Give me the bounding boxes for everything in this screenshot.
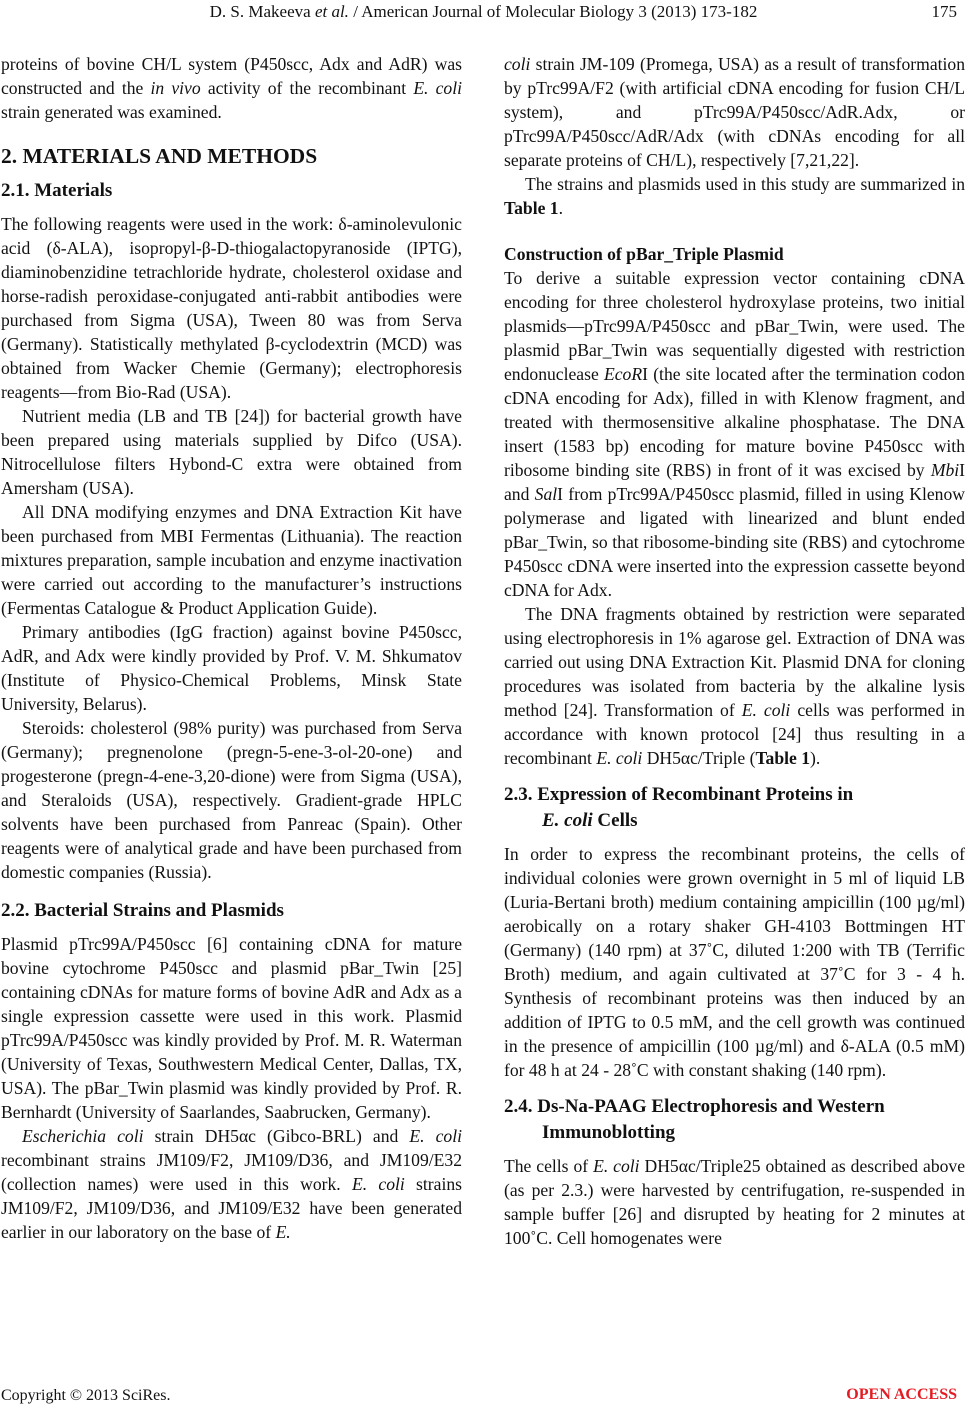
runin-heading-construction: Construction of pBar_Triple Plasmid (504, 244, 784, 264)
subsection-heading-strains: 2.2. Bacterial Strains and Plasmids (1, 900, 284, 921)
table-reference[interactable]: Table 1 (755, 748, 811, 768)
materials-paragraph-5: Steroids: cholesterol (98% purity) was purchased from Serva (Germany); pregnenolone (pregn-5-ene-3-ol-20-one) and progesterone (pregn-4-ene-3,20-dione) were from Sigma (USA), and Steraloids (USA), respectively. Gradient-grade HPLC solvents have been purchased from Panreac (Spain). Other reagents were of analytical grade and have been purchased from domestic companies (Russia). (1, 718, 462, 882)
intro-paragraph: proteins of bovine CH/L system (P450scc, Adx and AdR) was constructed and the in vivo activity of the recombinant E. coli strain generated was examined. (1, 54, 462, 122)
left-column (1, 52, 462, 1244)
materials-paragraph-4: Primary antibodies (IgG fraction) against bovine P450scc, AdR, and Adx were kindly provided by Prof. V. M. Shkumatov (Institute of Physico-Chemical Problems, Minsk State University, Belarus). (1, 622, 462, 714)
running-head (0, 2, 967, 22)
copyright-notice: Copyright © 2013 SciRes. (1, 1387, 171, 1404)
running-head-etal: et al. (314, 2, 349, 21)
materials-paragraph-3: All DNA modifying enzymes and DNA Extraction Kit have been purchased from MBI Fermentas (Lithuania). The reaction mixtures preparation, sample incubation and enzyme inactivation were carried out according to the manufacturer’s instructions (Fermentas Catalogue & Product Application Guide). (1, 502, 462, 618)
continued-paragraph: coli strain JM-109 (Promega, USA) as a result of transformation by pTrc99A/F2 (with artificial cDNA encoding for fusion CH/L system), and pTrc99A/P450scc/AdR.Adx, or pTrc99A/P450scc/AdR/Adx (with cDNAs encoding for all separate proteins of CH/L), respectively [7,21,22]. (504, 54, 966, 170)
strains-paragraph-2: Escherichia coli strain DH5αc (Gibco-BRL) and E. coli recombinant strains JM109/F2, JM109/D36, and JM109/E32 (collection names) were used in this work. E. coli strains JM109/F2, JM109/D36, and JM109/E32 have been generated earlier in our laboratory on the base of E. (1, 1126, 462, 1242)
section-heading-materials-methods: 2. MATERIALS AND METHODS (1, 144, 318, 168)
page-number: 175 (931, 2, 957, 21)
subsection-heading-western: 2.4. Ds-Na-PAAG Electrophoresis and Western Immunoblotting (504, 1096, 885, 1143)
table-reference[interactable]: Table 1 (504, 198, 559, 218)
subsection-heading-expression: 2.3. Expression of Recombinant Proteins in E. coli Cells (504, 784, 854, 831)
right-column (504, 52, 965, 1250)
running-head-authors: D. S. Makeeva (209, 2, 311, 21)
expression-paragraph: In order to express the recombinant proteins, the cells of individual colonies were grown overnight in 5 ml of liquid LB (Luria-Bertani broth) medium containing ampicillin (100 µg/ml) aerobically on a rotary shaker GH-4103 Bottmingen HT (Germany) (140 rpm) at 37˚C, diluted 1:200 with TB (Terrific Broth) medium, and again cultivated at 37˚C for 3 - 4 h. Synthesis of recombinant proteins was then induced by an addition of IPTG to 0.5 mM, and the cell growth was continued in the presence of ampicillin (100 µg/ml) and δ-ALA (0.5 mM) for 48 h at 24 - 28˚C with constant shaking (140 rpm). (504, 844, 965, 1080)
subsection-heading-materials: 2.1. Materials (1, 180, 113, 201)
western-paragraph: The cells of E. coli DH5αc/Triple25 obtained as described above (as per 2.3.) were harvested by centrifugation, re-suspended in sample buffer [26] and disrupted by heating for 2 minutes at 100˚C. Cell homogenates were (504, 1156, 966, 1248)
strains-paragraph-1: Plasmid pTrc99A/P450scc [6] containing cDNA for mature bovine cytochrome P450scc and plasmid pBar_Twin [25] containing cDNAs for mature forms of bovine AdR and Adx as a single expression cassette were used in this work. Plasmid pTrc99A/P450scc was kindly provided by Prof. M. R. Waterman (University of Texas, Southwestern Medical Center, Dallas, TX, USA). The pBar_Twin plasmid was kindly provided by Prof. R. Bernhardt (University of Saarlandes, Saabrucken, Germany). (1, 934, 462, 1122)
summary-paragraph: The strains and plasmids used in this study are summarized in Table 1. (504, 174, 965, 218)
open-access-label: OPEN ACCESS (846, 1386, 957, 1403)
construction-paragraph-1: To derive a suitable expression vector containing cDNA encoding for three cholesterol hydroxylase proteins, two initial plasmids—pTrc99A/P450scc and pBar_Twin, were used. The plasmid pBar_Twin was sequentially digested with restriction endonuclease EcoRI (the site located after the termination codon cDNA encoding for Adx), filled in with Klenow fragment, and treated with thermosensitive alkaline phosphatase. The DNA insert (1583 bp) encoding for mature bovine P450scc with ribosome binding site (RBS) in front of it was excised by MbiI and SalI from pTrc99A/P450scc plasmid, filled in using Klenow polymerase and ligated with linearized and blunt ended pBar_Twin, so that ribosome-binding site (RBS) and cytochrome P450scc cDNA were inserted into the expression cassette beyond cDNA for Adx. (504, 268, 966, 600)
materials-paragraph-2: Nutrient media (LB and TB [24]) for bacterial growth have been prepared using materials supplied by Difco (USA). Nitrocellulose filters Hybond-C extra were obtained from Amersham (USA). (1, 406, 462, 498)
running-header (0, 2, 967, 26)
construction-paragraph-2: The DNA fragments obtained by restriction were separated using electrophoresis in 1% agarose gel. Extraction of DNA was carried out using DNA Extraction Kit. Plasmid DNA for cloning procedures was isolated from bacteria by the alkaline lysis method [24]. Transformation of E. coli cells was performed in accordance with known protocol [24] thus resulting in a recombinant E. coli DH5αc/Triple (Table 1). (504, 604, 965, 768)
running-head-journal: / American Journal of Molecular Biology 3 (2013) 173-182 (353, 2, 758, 21)
materials-paragraph-1: The following reagents were used in the work: δ-aminolevulonic acid (δ-ALA), isopropyl-β-D-thiogalactopyranoside (IPTG), diaminobenzidine tetrachloride hydrate, cholesterol oxidase and horse-radish peroxidase-conjugated anti-rabbit antibodies were purchased from Sigma (USA), Tween 80 was from Serva (Germany). Statistically methylated β-cyclodextrin (MCD) was obtained from Wacker Chemie (Germany); electrophoresis reagents—from Bio-Rad (USA). (1, 214, 462, 402)
